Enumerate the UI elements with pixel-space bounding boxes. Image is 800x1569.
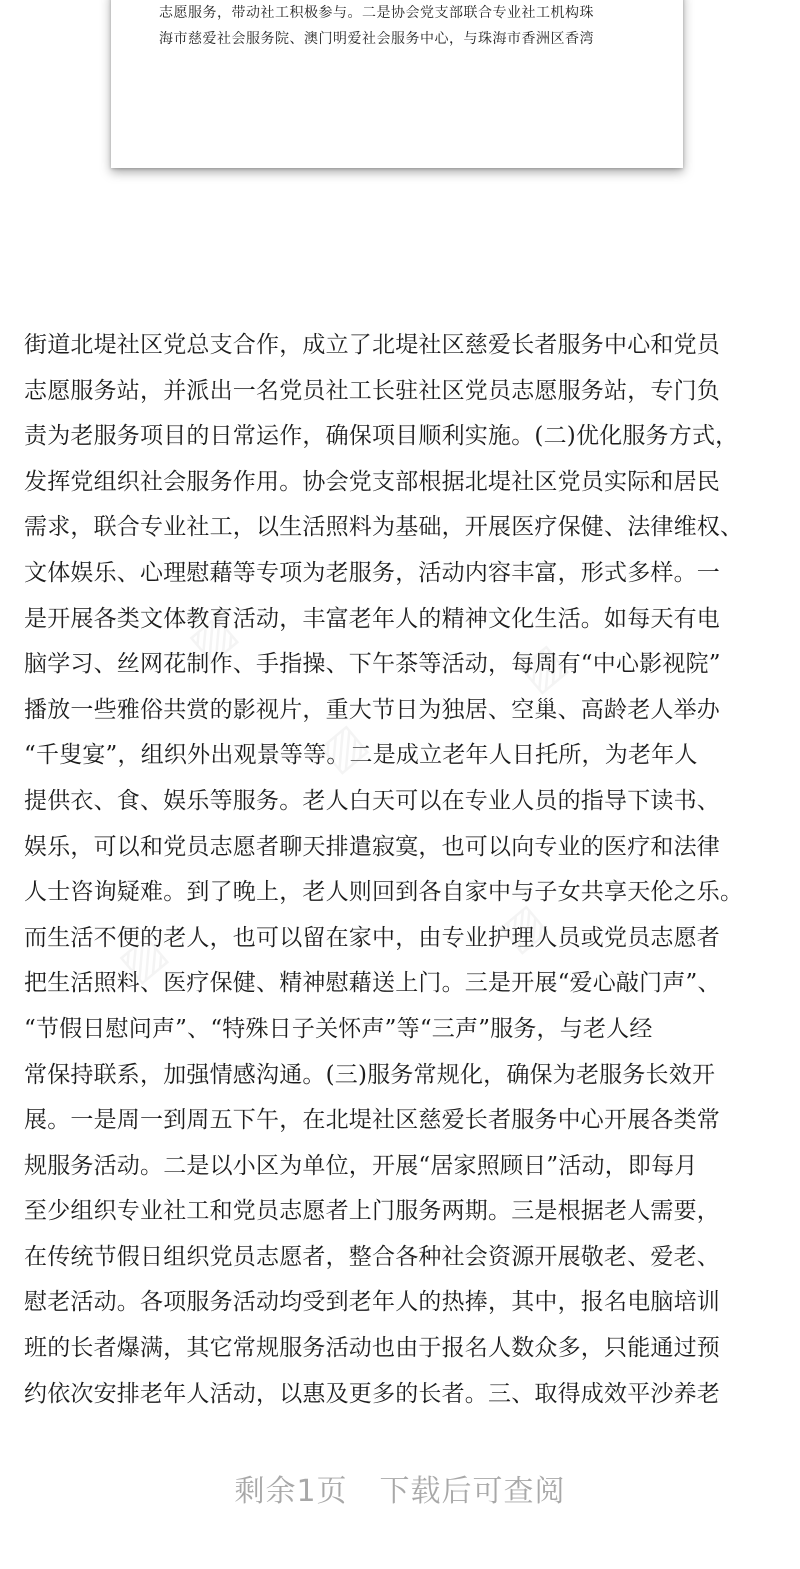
body-line: 提供衣、食、娱乐等服务。老人白天可以在专业人员的指导下读书、 bbox=[24, 787, 720, 814]
body-line: “千叟宴”，组织外出观景等等。二是成立老年人日托所，为老年人 bbox=[24, 742, 698, 769]
body-line: 而生活不便的老人，也可以留在家中，由专业护理人员或党员志愿者 bbox=[24, 924, 720, 951]
body-line: 把生活照料、医疗保健、精神慰藉送上门。三是开展“爱心敲门声”、 bbox=[24, 970, 721, 997]
body-line: 规服务活动。二是以小区为单位，开展“居家照顾日”活动，即每月 bbox=[24, 1152, 698, 1179]
body-line: “节假日慰问声”、“特殊日子关怀声”等“三声”服务，与老人经 bbox=[24, 1015, 653, 1042]
body-line: 脑学习、丝网花制作、手指操、下午茶等活动，每周有“中心影视院” bbox=[24, 651, 721, 678]
download-to-view-label: 下载后可查阅 bbox=[379, 1474, 566, 1509]
body-line: 责为老服务项目的日常运作，确保项目顺利实施。(二)优化服务方式， bbox=[24, 423, 739, 450]
body-line: 文体娱乐、心理慰藉等专项为老服务，活动内容丰富，形式多样。一 bbox=[24, 559, 720, 586]
body-line: 需求，联合专业社工，以生活照料为基础，开展医疗保健、法律维权、 bbox=[24, 514, 744, 541]
body-line: 慰老活动。各项服务活动均受到老年人的热捧，其中，报名电脑培训 bbox=[24, 1289, 720, 1316]
body-line: 街道北堤社区党总支合作，成立了北堤社区慈爱长者服务中心和党员 bbox=[24, 332, 720, 358]
preview-page-card bbox=[111, 0, 683, 168]
remaining-pages-label: 剩余1页 bbox=[234, 1474, 348, 1509]
body-line: 展。一是周一到周五下午，在北堤社区慈爱长者服务中心开展各类常 bbox=[24, 1107, 720, 1134]
preview-line: 海市慈爱社会服务院、澳门明爱社会服务中心，与珠海市香洲区香湾 bbox=[159, 31, 594, 47]
remaining-pages-download-prompt[interactable] bbox=[0, 1466, 800, 1510]
body-line: 播放一些雅俗共赏的影视片，重大节日为独居、空巢、高龄老人举办 bbox=[24, 696, 720, 723]
body-line: 约依次安排老年人活动，以惠及更多的长者。三、取得成效平沙养老 bbox=[24, 1380, 720, 1407]
body-line: 人士咨询疑难。到了晚上，老人则回到各自家中与子女共享天伦之乐。 bbox=[24, 879, 744, 906]
body-line: 班的长者爆满，其它常规服务活动也由于报名人数众多，只能通过预 bbox=[24, 1335, 720, 1362]
body-line: 常保持联系，加强情感沟通。(三)服务常规化，确保为老服务长效开 bbox=[24, 1061, 716, 1088]
preview-line: 志愿服务，带动社工积极参与。二是协会党支部联合专业社工机构珠 bbox=[159, 5, 594, 21]
body-line: 发挥党组织社会服务作用。协会党支部根据北堤社区党员实际和居民 bbox=[24, 468, 720, 495]
body-line: 娱乐，可以和党员志愿者聊天排遣寂寞，也可以向专业的医疗和法律 bbox=[24, 833, 720, 860]
body-line: 是开展各类文体教育活动，丰富老年人的精神文化生活。如每天有电 bbox=[24, 605, 720, 632]
document-body bbox=[24, 323, 794, 1417]
preview-text-block bbox=[159, 0, 639, 52]
body-line: 在传统节假日组织党员志愿者，整合各种社会资源开展敬老、爱老、 bbox=[24, 1243, 720, 1270]
body-line: 至少组织专业社工和党员志愿者上门服务两期。三是根据老人需要， bbox=[24, 1198, 720, 1225]
body-line: 志愿服务站，并派出一名党员社工长驻社区党员志愿服务站，专门负 bbox=[24, 377, 720, 404]
